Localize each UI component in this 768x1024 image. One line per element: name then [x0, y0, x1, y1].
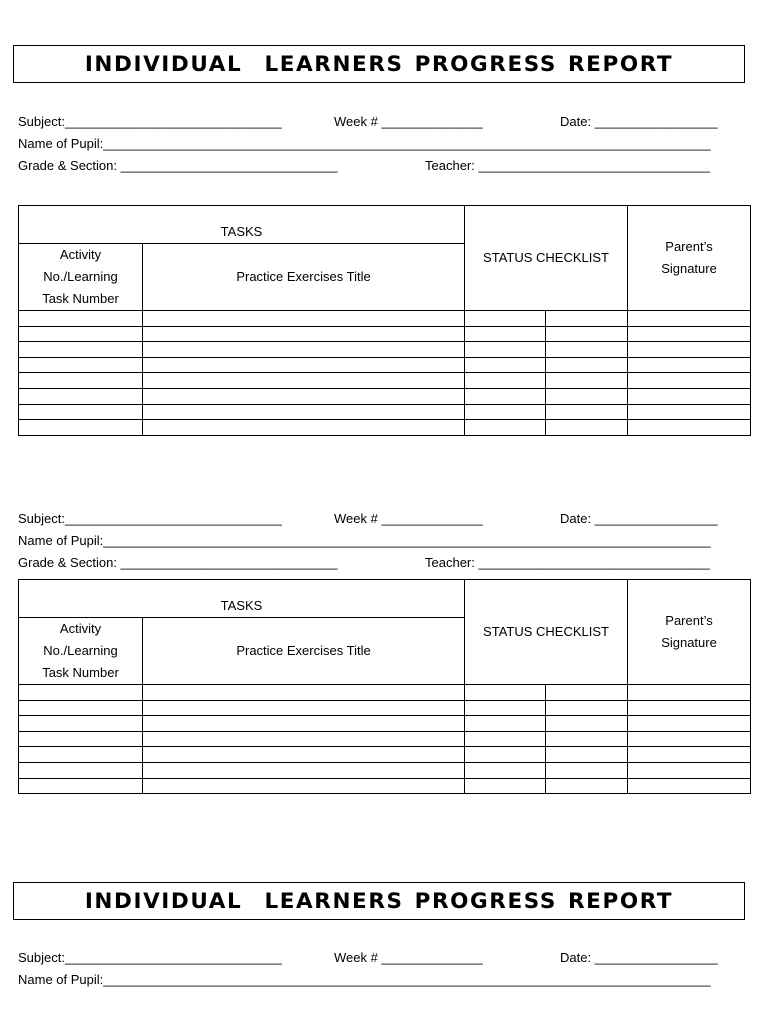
practice-exercises-title-header: Practice Exercises Title	[143, 244, 465, 311]
signature-label: Signature	[661, 261, 717, 276]
activity-number-header: Activity No./Learning Task Number	[19, 244, 143, 311]
field-row-grade	[18, 156, 750, 176]
week-field[interactable]: Week # ______________	[334, 950, 483, 965]
parents-label: Parent’s	[665, 239, 713, 254]
field-row-pupil	[18, 531, 750, 551]
tasks-header: TASKS	[19, 580, 465, 618]
parents-label: Parent’s	[665, 613, 713, 628]
status-checklist-header: STATUS CHECKLIST	[465, 206, 628, 311]
name-of-pupil-field[interactable]: Name of Pupil:____________________________________________________________________________________	[18, 136, 711, 151]
table-row[interactable]	[19, 778, 751, 794]
status-checklist-header: STATUS CHECKLIST	[465, 580, 628, 685]
table-row[interactable]	[19, 373, 751, 389]
teacher-field[interactable]: Teacher: ________________________________	[425, 158, 710, 173]
table-row[interactable]	[19, 311, 751, 327]
table-row[interactable]	[19, 700, 751, 716]
table-row[interactable]	[19, 326, 751, 342]
table-row[interactable]	[19, 388, 751, 404]
table-row[interactable]	[19, 747, 751, 763]
table-row[interactable]	[19, 716, 751, 732]
date-field[interactable]: Date: _________________	[560, 950, 718, 965]
grade-section-field[interactable]: Grade & Section: ______________________________	[18, 158, 338, 173]
practice-exercises-title-header: Practice Exercises Title	[143, 618, 465, 685]
field-row-subject	[18, 112, 750, 132]
parents-signature-header	[628, 580, 751, 685]
table-row[interactable]	[19, 420, 751, 436]
subject-field[interactable]: Subject:______________________________	[18, 511, 282, 526]
week-field[interactable]: Week # ______________	[334, 114, 483, 129]
task-table	[18, 579, 751, 794]
parents-signature-header	[628, 206, 751, 311]
table-row[interactable]	[19, 357, 751, 373]
subject-field[interactable]: Subject:______________________________	[18, 114, 282, 129]
date-field[interactable]: Date: _________________	[560, 114, 718, 129]
activity-number-header: Activity No./Learning Task Number	[19, 618, 143, 685]
date-field[interactable]: Date: _________________	[560, 511, 718, 526]
week-field[interactable]: Week # ______________	[334, 511, 483, 526]
table-row[interactable]	[19, 342, 751, 358]
field-row-grade	[18, 553, 750, 573]
field-row-subject	[18, 509, 750, 529]
grade-section-field[interactable]: Grade & Section: ______________________________	[18, 555, 338, 570]
field-row-pupil	[18, 134, 750, 154]
teacher-field[interactable]: Teacher: ________________________________	[425, 555, 710, 570]
report-title: INDIVIDUAL LEARNERS PROGRESS REPORT	[13, 882, 745, 920]
subject-field[interactable]: Subject:______________________________	[18, 950, 282, 965]
name-of-pupil-field[interactable]: Name of Pupil:____________________________________________________________________________________	[18, 533, 711, 548]
field-row-subject	[18, 948, 750, 968]
name-of-pupil-field[interactable]: Name of Pupil:____________________________________________________________________________________	[18, 972, 711, 987]
table-row[interactable]	[19, 685, 751, 701]
table-row[interactable]	[19, 404, 751, 420]
report-title: INDIVIDUAL LEARNERS PROGRESS REPORT	[13, 45, 745, 83]
table-row[interactable]	[19, 762, 751, 778]
field-row-pupil	[18, 970, 750, 990]
task-table	[18, 205, 751, 436]
tasks-header: TASKS	[19, 206, 465, 244]
table-row[interactable]	[19, 731, 751, 747]
signature-label: Signature	[661, 635, 717, 650]
